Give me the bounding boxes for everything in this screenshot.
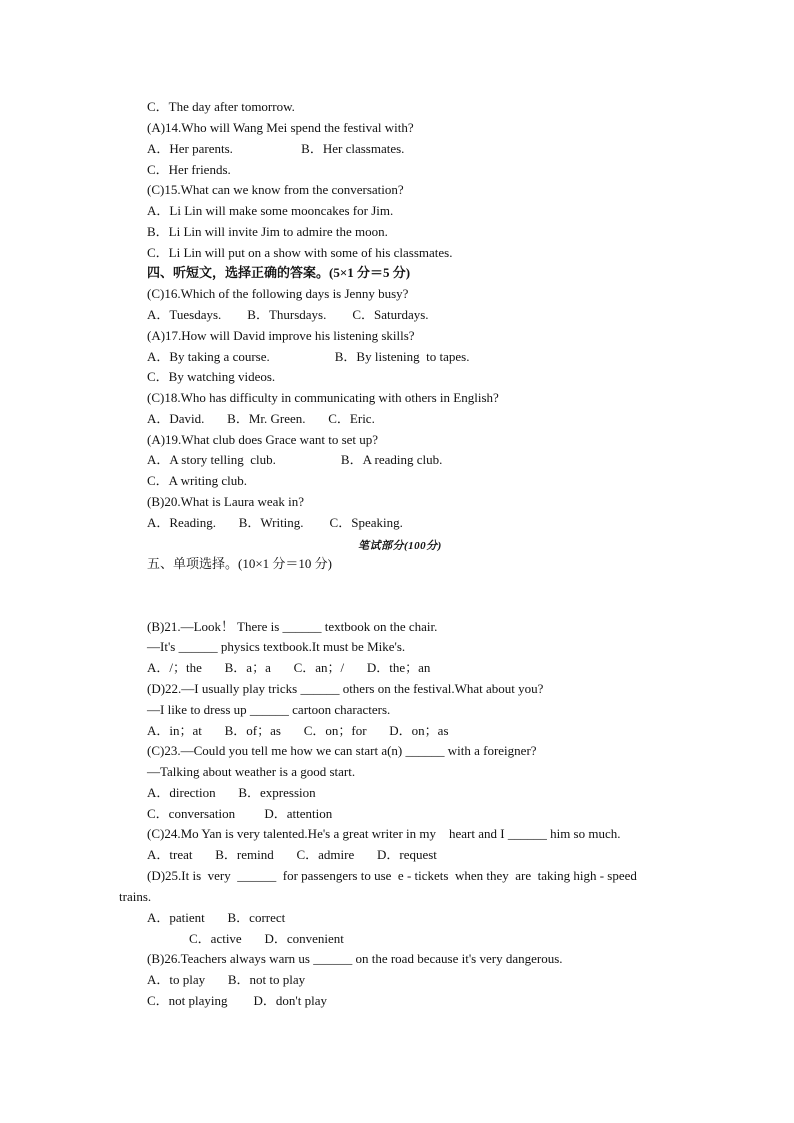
question-25: (D)25.It is very ______ for passengers to use e - tickets when they are taking high - speed — [147, 868, 637, 883]
option-17c: C．By watching videos. — [147, 369, 276, 384]
question-23-line2: —Talking about weather is a good start. — [147, 764, 356, 779]
options-14ab: A．Her parents. B．Her classmates. — [147, 141, 405, 156]
options-24: A．treat B．remind C．admire D．request — [147, 847, 437, 862]
options-19ab: A．A story telling club. B．A reading club. — [147, 452, 443, 467]
question-21: (B)21.—Look！ There is ______ textbook on the chair. — [147, 619, 438, 634]
question-26: (B)26.Teachers always warn us ______ on the road because it's very dangerous. — [147, 951, 563, 966]
options-26cd: C．not playing D．don't play — [147, 993, 328, 1008]
question-14: (A)14.Who will Wang Mei spend the festival with? — [147, 120, 414, 135]
question-22-line2: —I like to dress up ______ cartoon characters. — [147, 702, 391, 717]
question-24: (C)24.Mo Yan is very talented.He's a great writer in my heart and I ______ him so much. — [147, 826, 621, 841]
option-14c: C．Her friends. — [147, 162, 231, 177]
option-15a: A．Li Lin will make some mooncakes for Jim. — [147, 203, 394, 218]
option-13c: C．The day after tomorrow. — [147, 99, 295, 114]
options-20: A．Reading. B．Writing. C．Speaking. — [147, 515, 403, 530]
options-25cd: C．active D．convenient — [189, 931, 344, 946]
option-15b: B．Li Lin will invite Jim to admire the moon. — [147, 224, 388, 239]
options-22: A．in；at B．of；as C．on；for D．on；as — [147, 723, 449, 738]
option-15c: C．Li Lin will put on a show with some of his classmates. — [147, 245, 453, 260]
question-17: (A)17.How will David improve his listening skills? — [147, 328, 415, 343]
question-18: (C)18.Who has difficulty in communicating with others in English? — [147, 390, 499, 405]
question-15: (C)15.What can we know from the conversation? — [147, 182, 404, 197]
question-16: (C)16.Which of the following days is Jenny busy? — [147, 286, 409, 301]
options-26ab: A．to play B．not to play — [147, 972, 306, 987]
question-22: (D)22.—I usually play tricks ______ others on the festival.What about you? — [147, 681, 544, 696]
question-19: (A)19.What club does Grace want to set up? — [147, 432, 379, 447]
question-23: (C)23.—Could you tell me how we can start a(n) ______ with a foreigner? — [147, 743, 537, 758]
written-part-label: 笔试部分(100分) — [358, 540, 442, 552]
options-16: A．Tuesdays. B．Thursdays. C．Saturdays. — [147, 307, 429, 322]
options-23ab: A．direction B．expression — [147, 785, 316, 800]
question-21-line2: —It's ______ physics textbook.It must be Mike's. — [147, 639, 406, 654]
option-19c: C．A writing club. — [147, 473, 248, 488]
options-17ab: A．By taking a course. B．By listening to tapes. — [147, 349, 470, 364]
question-20: (B)20.What is Laura weak in? — [147, 494, 305, 509]
section-5-heading: 五、单项选择。(10×1 分＝10 分) — [147, 556, 332, 571]
options-23cd: C．conversation D．attention — [147, 806, 333, 821]
section-4-heading: 四、听短文，选择正确的答案。(5×1 分＝5 分) — [147, 265, 411, 280]
options-25ab: A．patient B．correct — [147, 910, 286, 925]
options-21: A．/；the B．a；a C．an；/ D．the；an — [147, 660, 431, 675]
question-25-line2: trains. — [119, 889, 152, 904]
options-18: A．David. B．Mr. Green. C．Eric. — [147, 411, 375, 426]
